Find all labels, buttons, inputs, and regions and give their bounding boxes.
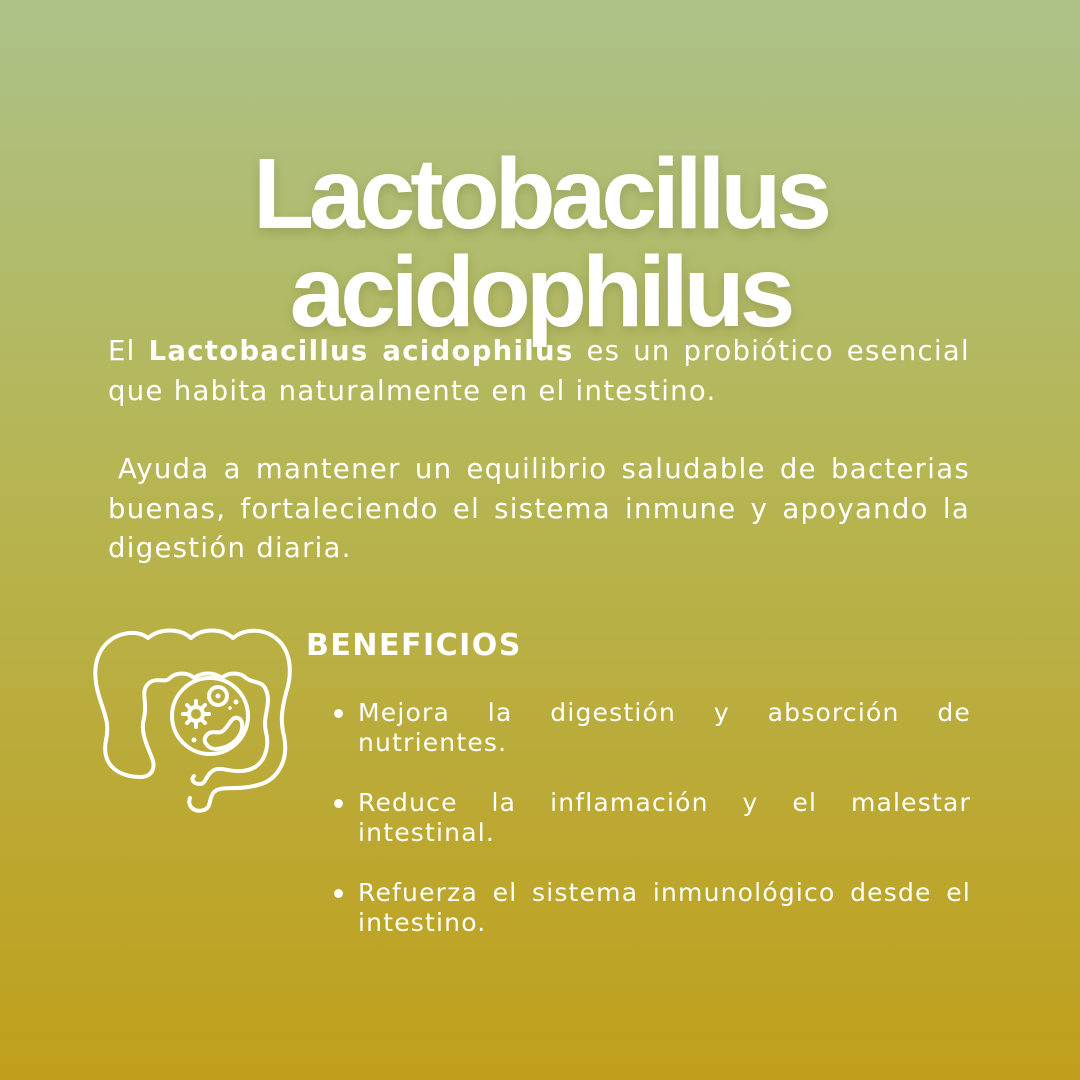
intro-prefix: El bbox=[108, 335, 149, 367]
benefit-item bbox=[330, 878, 971, 938]
intro-paragraph bbox=[108, 332, 970, 411]
benefits-title: BENEFICIOS bbox=[306, 628, 522, 663]
benefits-list bbox=[330, 698, 971, 968]
benefit-text: Reduce la inflamación y el malestar intestinal. bbox=[358, 788, 971, 847]
benefit-item bbox=[330, 788, 971, 848]
intro-suffix: es un probiótico esencial que habita naturalmente en el intestino. bbox=[108, 335, 970, 407]
page-title bbox=[0, 138, 1080, 348]
benefit-text: Refuerza el sistema inmunológico desde el intestino. bbox=[358, 878, 971, 937]
description-paragraph: Ayuda a mantener un equilibrio saludable de bacterias buenas, fortaleciendo el sistema inmune y apoyando la digestión diaria. bbox=[108, 453, 970, 564]
bullet-icon bbox=[334, 709, 343, 718]
title-line-1: Lactobacillus bbox=[252, 138, 828, 250]
intestine-bacteria-icon bbox=[90, 620, 300, 820]
bullet-icon bbox=[334, 799, 343, 808]
intro-highlight: Lactobacillus acidophilus bbox=[148, 335, 574, 367]
title-line-2: acidophilus bbox=[289, 236, 791, 348]
bullet-icon bbox=[334, 889, 343, 898]
benefit-text: Mejora la digestión y absorción de nutrientes. bbox=[358, 698, 971, 757]
benefit-item bbox=[330, 698, 971, 758]
